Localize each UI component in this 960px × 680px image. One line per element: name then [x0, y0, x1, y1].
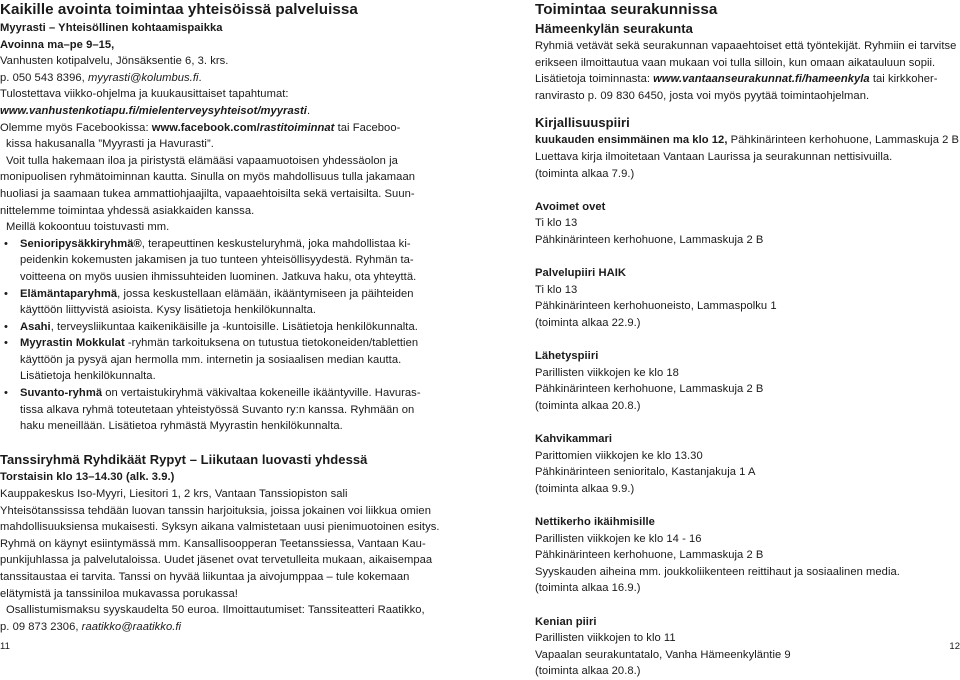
- bullet-icon: •: [4, 287, 8, 300]
- bullet-icon: •: [4, 237, 8, 250]
- group-line: Pähkinärinteen kerhohuone, Lammaskuja 2 B: [535, 549, 764, 562]
- group-title: Kenian piiri: [535, 615, 597, 628]
- group-list: [535, 182, 953, 680]
- kirjallisuus-line-1: kuukauden ensimmäinen ma klo 12, Pähkinärinteen kerhohuone, Lammaskuja 2 B: [535, 134, 960, 147]
- kirjallisuus-line-3: (toiminta alkaa 7.9.): [535, 167, 635, 180]
- right-intro-2: erikseen ilmoittautua vaan mukaan voi tulla silloin, kun omaan aikatauluun sopii.: [535, 56, 936, 69]
- right-column: [535, 0, 960, 680]
- list-item-line: käyttöön ja pysyä ajan hermolla mm. internetin ja sosiaalisen median kautta.: [20, 353, 402, 366]
- list-item-line: tissa alkava ryhmä toteutetaan yhteistyössä Suvanto ry:n kanssa. Ryhmään on: [20, 403, 415, 416]
- list-item: • Elämäntaparyhmä, jossa keskustellaan elämään, ikääntymiseen ja päihteiden: [0, 286, 462, 303]
- left-title: Kaikille avointa toimintaa yhteisöissä palveluissa: [0, 1, 358, 18]
- bullet-icon: •: [4, 320, 8, 333]
- group-line: Ti klo 13: [535, 217, 578, 230]
- kirjallisuus-title: Kirjallisuuspiiri: [535, 115, 630, 131]
- group-line: (toiminta alkaa 9.9.): [535, 482, 635, 495]
- spacer: [535, 104, 953, 114]
- facebook-link-host[interactable]: www.facebook.com/: [151, 121, 260, 134]
- tanssi-line: tanssitaustaa ei tarvita. Tanssi on hyvää liikuntaa ja aivojumppaa – tule kokemaan: [0, 571, 410, 583]
- group-title: Avoimet ovet: [535, 200, 606, 213]
- list-item-line: Lisätietoja henkilökunnalta.: [20, 370, 156, 383]
- myyrasti-facebook: Olemme myös Facebookissa: www.facebook.com/rastitoiminnat tai Faceboo-: [0, 121, 401, 134]
- tanssi-title: Tanssiryhmä Ryhdikäät Rypyt – Liikutaan luovasti yhdessä: [0, 452, 368, 468]
- tanssi-line: elätymistä ja tanssiniloa mukavassa porukassa!: [0, 587, 238, 600]
- group-line: Pähkinärinteen kerhohuone, Lammaskuja 2 B: [535, 233, 764, 246]
- myyrasti-intro-1: Voit tulla hakemaan iloa ja piristystä elämääsi vapaamuotoisen yhdessäolon ja: [6, 154, 398, 167]
- group-line: (toiminta alkaa 20.8.): [535, 399, 641, 412]
- tanssi-line: Kauppakeskus Iso-Myyri, Liesitori 1, 2 krs, Vantaan Tanssiopiston sali: [0, 488, 348, 501]
- myyrasti-intro-3: huoliasi ja saamaan tukea ammattiohjaajilta, vapaaehtoisilta sekä vertaisilta. Suun-: [0, 187, 415, 200]
- list-item: • Myyrastin Mokkulat -ryhmän tarkoituksena on tutustua tietokoneiden/tablettien: [0, 335, 462, 352]
- group-line: (toiminta alkaa 16.9.): [535, 582, 641, 595]
- tanssi-line: punkijuhlassa ja palvelutaloissa. Uudet jäsenet ovat tervetulleita mukaan, aikaisempaa: [0, 554, 433, 567]
- myyrasti-contact: p. 050 543 8396, myyrasti@kolumbus.fi.: [0, 71, 202, 84]
- tanssi-line: Yhteisötanssissa tehdään luovan tanssin harjoituksia, joissa jokainen voi liikkua omien: [0, 504, 431, 517]
- right-intro-1: Ryhmiä vetävät sekä seurakunnan vapaaehtoiset että työntekijät. Ryhmiin ei tarvitse: [535, 40, 957, 52]
- spacer: [535, 332, 953, 349]
- group-line: Vapaalan seurakuntatalo, Vanha Hämeenkyläntie 9: [535, 648, 791, 661]
- bullet-icon: •: [4, 387, 8, 400]
- group-line: Parillisten viikkojen ke klo 18: [535, 366, 679, 379]
- group-line: Syyskauden aiheina mm. joukkoliikenteen reittihaut ja sosiaalinen media.: [535, 565, 900, 578]
- tanssi-line: Ryhmä on käynyt esiintymässä mm. Kansallisoopperan Teetanssiessa, Vantaan Kau-: [0, 537, 426, 550]
- tanssi-time: Torstaisin klo 13–14.30 (alk. 3.9.): [0, 471, 175, 484]
- list-item-line: haku meneillään. Lisätietoa ryhmästä Myyrastin henkilökunnalta.: [20, 420, 343, 433]
- spacer: [0, 435, 462, 452]
- group-title: Lähetyspiiri: [535, 350, 599, 363]
- group-line: Parillisten viikkojen to klo 11: [535, 632, 676, 645]
- myyrasti-name: Myyrasti – Yhteisöllinen kohtaamispaikka: [0, 22, 223, 34]
- page-number-right: 12: [949, 641, 960, 652]
- myyrasti-web: www.vanhustenkotiapu.fi/mielenterveysyhteisot/myyrasti.: [0, 104, 311, 117]
- myyrasti-intro-2: monipuolisen ryhmätoiminnan kautta. Sinulla on myös mahdollisuus tulla jakamaan: [0, 171, 415, 184]
- myyrasti-intro-4: nittelemme toimintaa yhdessä asiakkaiden kanssa.: [0, 204, 255, 217]
- kirjallisuus-line-2: Luettava kirja ilmoitetaan Vantaan Laurissa ja seurakunnan nettisivuilla.: [535, 150, 893, 163]
- group-title: Nettikerho ikäihmisille: [535, 516, 655, 529]
- page-number-left: 11: [0, 641, 10, 652]
- myyrasti-weekly: Meillä kokoontuu toistuvasti mm.: [6, 221, 170, 234]
- myyrasti-web-link[interactable]: www.vanhustenkotiapu.fi/mielenterveysyhteisot/myyrasti: [0, 104, 307, 117]
- group-title: Kahvikammari: [535, 433, 613, 446]
- myyrasti-hours: Avoinna ma–pe 9–15,: [0, 38, 115, 51]
- group-line: Parillisten viikkojen ke klo 14 - 16: [535, 532, 702, 545]
- list-item-line: käyttöön liittyvistä asioista. Kysy lisätietoja henkilökunnalta.: [20, 304, 317, 317]
- list-item: • Suvanto-ryhmä on vertaistukiryhmä väkivaltaa kokeneille ikääntyville. Havuras-: [0, 385, 462, 402]
- seurakunta-web-link[interactable]: www.vantaanseurakunnat.fi/hameenkyla: [653, 73, 870, 86]
- right-title: Toimintaa seurakunnissa: [535, 1, 718, 18]
- right-info: Lisätietoja toiminnasta: www.vantaanseurakunnat.fi/hameenkyla tai kirkkoher-: [535, 73, 938, 86]
- tanssi-email-link[interactable]: raatikko@raatikko.fi: [81, 620, 182, 633]
- tanssi-contact: p. 09 873 2306, raatikko@raatikko.fi: [0, 620, 182, 633]
- group-line: (toiminta alkaa 20.8.): [535, 665, 641, 678]
- myyrasti-email-link[interactable]: myyrasti@kolumbus.fi: [87, 71, 199, 84]
- spacer: [535, 414, 953, 431]
- group-line: Ti klo 13: [535, 283, 578, 296]
- myyrasti-facebook-line2: kissa hakusanalla ”Myyrasti ja Havurasti”.: [6, 138, 214, 151]
- spacer: [535, 182, 953, 199]
- tanssi-line: Osallistumismaksu syyskaudelta 50 euroa. Ilmoittautumiset: Tanssiteatteri Raatikko,: [6, 604, 425, 617]
- myyrasti-program-line: Tulostettava viikko-ohjelma ja kuukausittaiset tapahtumat:: [0, 88, 289, 101]
- list-item: • Asahi, terveysliikuntaa kaikenikäisille ja -kuntoisille. Lisätietoja henkilökunnalta.: [0, 319, 462, 336]
- facebook-link-path[interactable]: rastitoiminnat: [259, 121, 335, 134]
- group-title: Palvelupiiri HAIK: [535, 267, 626, 280]
- right-subtitle: Hämeenkylän seurakunta: [535, 21, 693, 36]
- group-line: (toiminta alkaa 22.9.): [535, 316, 641, 329]
- list-item-line: voitteena on myös uusien ihmissuhteiden luominen. Jatkuva haku, ota yhteyttä.: [20, 270, 417, 283]
- right-info-2: ranvirasto p. 09 830 6450, josta voi myös pyytää toimintaohjelman.: [535, 89, 870, 102]
- left-column: [0, 0, 462, 635]
- spacer: [535, 597, 953, 614]
- spacer: [535, 249, 953, 266]
- spacer: [535, 497, 953, 514]
- myyrasti-address: Vanhusten kotipalvelu, Jönsäksentie 6, 3. krs.: [0, 55, 229, 68]
- group-line: Pähkinärinteen kerhohuone, Lammaskuja 2 B: [535, 383, 764, 396]
- group-line: Pähkinärinteen kerhohuoneisto, Lammaspolku 1: [535, 300, 777, 313]
- tanssi-line: mahdollisuuksiensa mukaisesti. Syksyn aikana valmistetaan uusi pienimuotoinen esitys.: [0, 521, 440, 534]
- myyrasti-group-list: [0, 236, 462, 435]
- bullet-icon: •: [4, 337, 8, 350]
- group-line: Parittomien viikkojen ke klo 13.30: [535, 449, 703, 462]
- list-item: • Senioripysäkkiryhmä®, terapeuttinen keskusteluryhmä, joka mahdollistaa ki-: [0, 236, 462, 253]
- list-item-line: peidenkin kokemusten jakamisen ja tuo tunteen yhteisöllisyydestä. Ryhmän ta-: [20, 254, 414, 267]
- group-line: Pähkinärinteen senioritalo, Kastanjakuja 1 A: [535, 466, 756, 479]
